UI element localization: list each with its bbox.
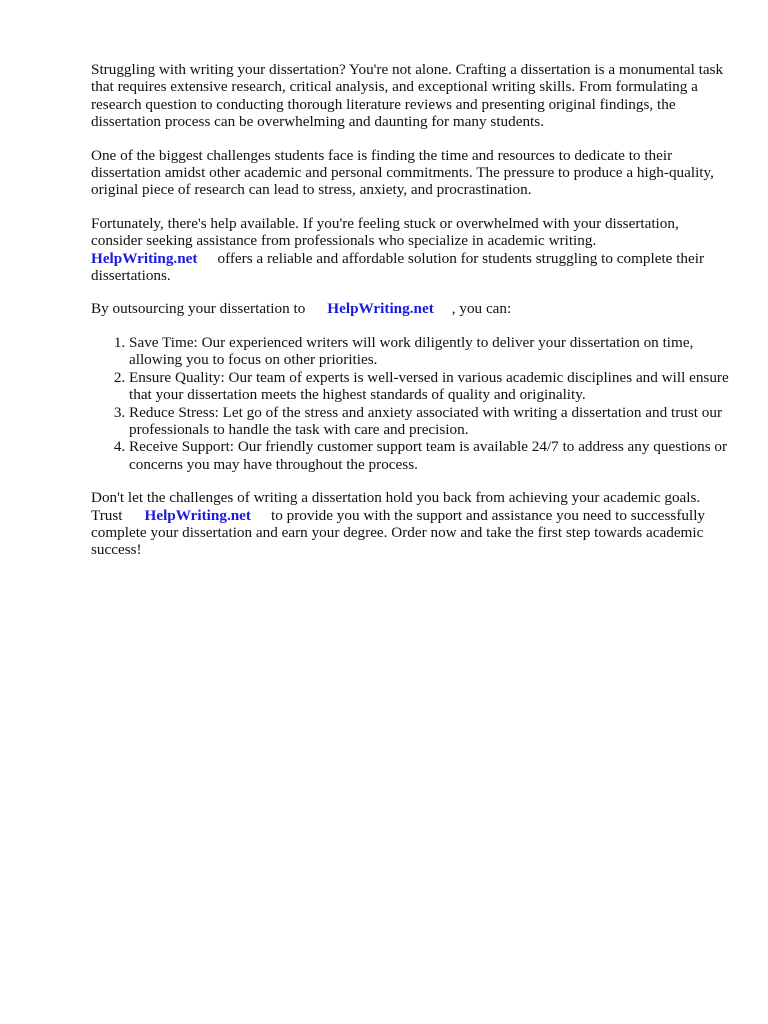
helpwriting-link-2[interactable]: HelpWriting.net [327,300,434,318]
benefits-list [91,334,731,473]
list-item: 2. Ensure Quality: Our team of experts is well-versed in various academic disciplines and will ensure that your dissertation meets the highest standards of quality and originality. [129,369,731,404]
list-item: 4. Receive Support: Our friendly customer support team is available 24/7 to address any questions or concerns you may have throughout the process. [129,438,731,473]
outsourcing-text-2: , you can: [451,300,512,318]
closing-text-2: to provide you with the support and assistance you need to successfully complete your dissertation and earn your degree. Order now and take the first step towards academic success! [91,506,706,559]
closing-paragraph [91,489,731,559]
document-page [91,61,731,575]
list-item: 3. Reduce Stress: Let go of the stress and anxiety associated with writing a dissertation and trust our professionals to handle the task with care and precision. [129,404,731,439]
closing-text: Don't let the challenges of writing a dissertation hold you back from achieving your academic goals. Trust [91,489,701,524]
challenges-paragraph: One of the biggest challenges students face is finding the time and resources to dedicate to their dissertation amidst other academic and personal commitments. The pressure to produce a high-quality, original piece of research can lead to stress, anxiety, and procrastination. [91,146,714,199]
help-paragraph-text: Fortunately, there's help available. If you're feeling stuck or overwhelmed with your dissertation, consider seeking assistance from professionals who specialize in academic writing. [91,214,679,250]
help-paragraph-text-2: offers a reliable and affordable solution for students struggling to complete their dissertations. [91,249,705,285]
list-item: 1. Save Time: Our experienced writers will work diligently to deliver your dissertation on time, allowing you to focus on other priorities. [129,334,731,369]
helpwriting-link-3[interactable]: HelpWriting.net [144,506,251,524]
outsourcing-paragraph [91,300,731,317]
help-paragraph [91,215,731,285]
outsourcing-text: By outsourcing your dissertation to [91,300,306,318]
helpwriting-link-1[interactable]: HelpWriting.net [91,249,198,267]
intro-paragraph: Struggling with writing your dissertation? You're not alone. Crafting a dissertation is a monumental task that requires extensive research, critical analysis, and exceptional writing skills. From formulating a research question to conducting thorough literature reviews and presenting original findings, the dissertation process can be overwhelming and daunting for many students. [91,61,724,131]
